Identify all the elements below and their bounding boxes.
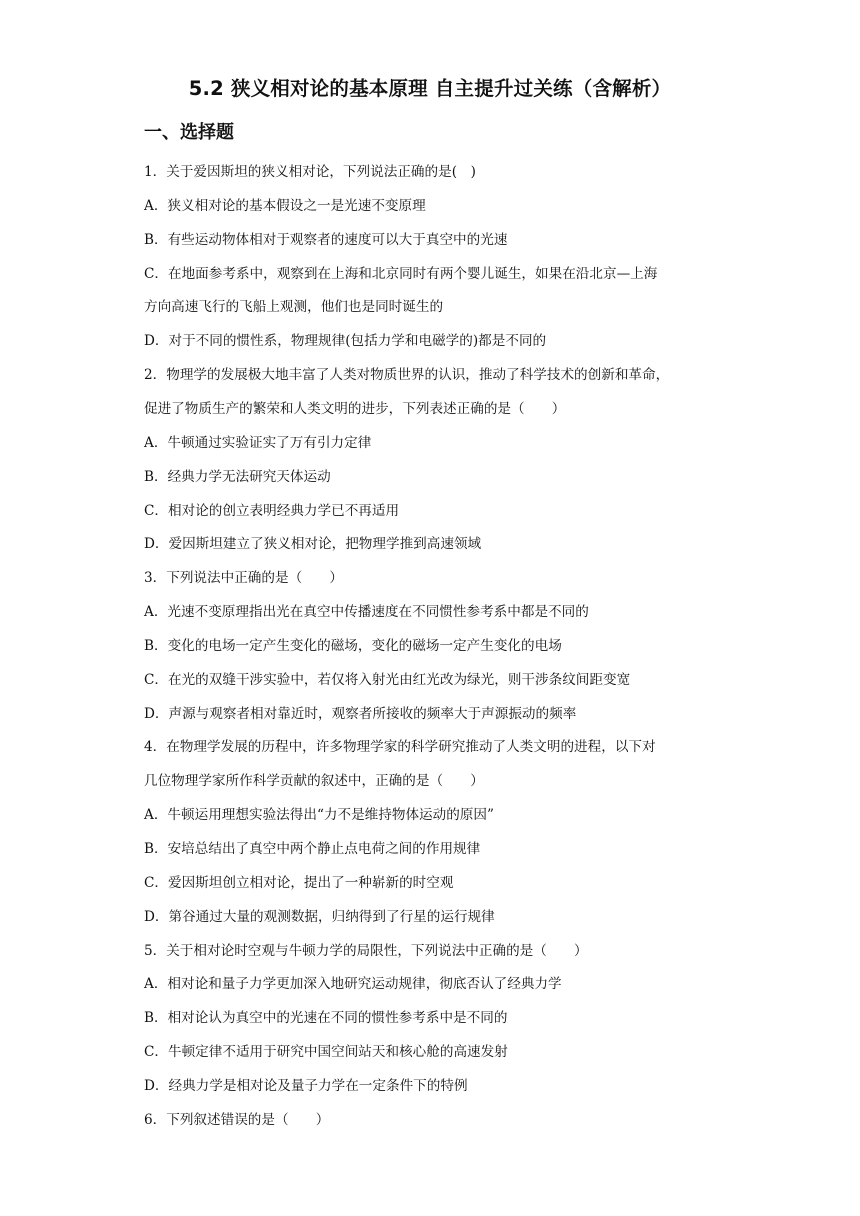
answer-option-line: D．第谷通过大量的观测数据，归纳得到了行星的运行规律 [144, 909, 495, 925]
answer-option-line: B．经典力学无法研究天体运动 [144, 469, 331, 485]
answer-option-line: C．相对论的创立表明经典力学已不再适用 [144, 503, 400, 519]
answer-option-line: A．牛顿通过实验证实了万有引力定律 [144, 435, 372, 451]
answer-option-line: C．在光的双缝干涉实验中，若仅将入射光由红光改为绿光，则干涉条纹间距变宽 [144, 672, 631, 688]
answer-option-line: D．经典力学是相对论及量子力学在一定条件下的特例 [144, 1078, 468, 1094]
answer-option-line: B．变化的电场一定产生变化的磁场，变化的磁场一定产生变化的电场 [144, 638, 562, 654]
answer-option-line: A．光速不变原理指出光在真空中传播速度在不同惯性参考系中都是不同的 [144, 604, 589, 620]
section-heading: 一、选择题 [144, 122, 234, 143]
answer-option-line: B．相对论认为真空中的光速在不同的惯性参考系中是不同的 [144, 1010, 508, 1026]
answer-option-line: A．狭义相对论的基本假设之一是光速不变原理 [144, 198, 426, 214]
question-stem-line: 2．物理学的发展极大地丰富了人类对物质世界的认识，推动了科学技术的创新和革命， [144, 367, 670, 383]
question-stem-line: 6．下列叙述错误的是（ ） [144, 1112, 330, 1128]
answer-option-line: 方向高速飞行的飞船上观测，他们也是同时诞生的 [144, 299, 444, 315]
question-stem-line: 促进了物质生产的繁荣和人类文明的进步，下列表述正确的是（ ） [144, 401, 566, 417]
question-stem-line: 1．关于爱因斯坦的狭义相对论，下列说法正确的是( ) [144, 164, 476, 180]
answer-option-line: C．在地面参考系中，观察到在上海和北京同时有两个婴儿诞生，如果在沿北京—上海 [144, 266, 658, 282]
answer-option-line: D．对于不同的惯性系，物理规律(包括力学和电磁学的)都是不同的 [144, 333, 547, 349]
answer-option-line: B．安培总结出了真空中两个静止点电荷之间的作用规律 [144, 841, 481, 857]
question-stem-line: 3．下列说法中正确的是（ ） [144, 570, 343, 586]
answer-option-line: D．爱因斯坦建立了狭义相对论，把物理学推到高速领域 [144, 536, 482, 552]
question-stem-line: 几位物理学家所作科学贡献的叙述中，正确的是（ ） [144, 773, 484, 789]
answer-option-line: A．牛顿运用理想实验法得出“力不是维持物体运动的原因” [144, 807, 494, 823]
question-stem-line: 5．关于相对论时空观与牛顿力学的局限性，下列说法中正确的是（ ） [144, 943, 588, 959]
answer-option-line: D．声源与观察者相对靠近时，观察者所接收的频率大于声源振动的频率 [144, 706, 577, 722]
answer-option-line: A．相对论和量子力学更加深入地研究运动规律，彻底否认了经典力学 [144, 976, 562, 992]
question-stem-line: 4．在物理学发展的历程中，许多物理学家的科学研究推动了人类文明的进程，以下对 [144, 739, 656, 755]
answer-option-line: B．有些运动物体相对于观察者的速度可以大于真空中的光速 [144, 232, 508, 248]
answer-option-line: C．牛顿定律不适用于研究中国空间站天和核心舱的高速发射 [144, 1044, 508, 1060]
answer-option-line: C．爱因斯坦创立相对论，提出了一种崭新的时空观 [144, 875, 454, 891]
document-title: 5.2 狭义相对论的基本原理 自主提升过关练（含解析） [188, 77, 672, 100]
